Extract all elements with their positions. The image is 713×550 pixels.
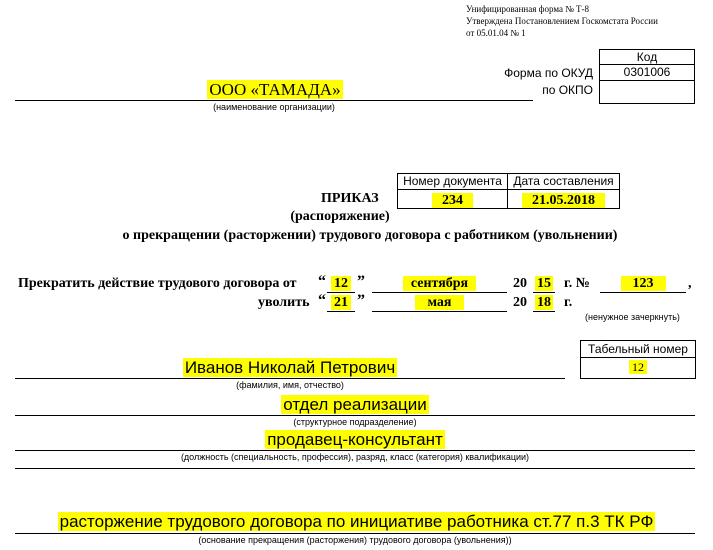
- contract-day-field: [327, 274, 355, 292]
- contract-number: 123: [621, 276, 666, 291]
- doc-number-cell: [397, 189, 508, 209]
- doc-number: 234: [432, 193, 473, 208]
- department-block: [15, 395, 695, 415]
- g-label: г.: [564, 295, 573, 310]
- doc-number-header: Номер документа: [397, 173, 508, 190]
- basis-underline: [15, 533, 695, 534]
- contract-number-underline: [600, 292, 686, 293]
- document-title: ПРИКАЗ: [321, 191, 379, 206]
- department: отдел реализации: [283, 395, 427, 414]
- form-header-line1: Унифицированная форма № Т-8: [466, 4, 590, 14]
- dismiss-month-field: [372, 293, 507, 311]
- position: продавец-консультант: [267, 430, 443, 449]
- termination-text2: уволить: [258, 295, 310, 310]
- contract-month-field: [372, 274, 507, 292]
- contract-number-field: [600, 274, 686, 292]
- employee-name-caption: (фамилия, имя, отчество): [236, 380, 344, 390]
- strike-note: (ненужное зачеркнуть): [585, 312, 680, 322]
- form-header-line2: Утверждена Постановлением Госкомстата России: [466, 16, 658, 26]
- dismiss-month-underline: [372, 311, 507, 312]
- position-caption: (должность (специальность, профессия), разряд, класс (категория) квалификации): [180, 452, 530, 462]
- comma: ,: [688, 276, 692, 291]
- position-underline-2: [15, 468, 695, 469]
- quote-open-2: “: [318, 292, 326, 309]
- year-prefix-1: 20: [513, 276, 527, 291]
- organization-name: ООО «ТАМАДА»: [209, 80, 341, 99]
- okpo-label: по ОКПО: [542, 83, 593, 97]
- doc-date-cell: [507, 189, 620, 209]
- doc-date: 21.05.2018: [522, 193, 605, 208]
- quote-open-1: “: [318, 273, 326, 290]
- basis-text: расторжение трудового договора по инициативе работника ст.77 п.3 ТК РФ: [59, 512, 654, 531]
- tab-number-header: Табельный номер: [580, 340, 696, 358]
- tab-number: 12: [629, 360, 647, 374]
- contract-year-field: [533, 274, 555, 292]
- document-description: о прекращении (расторжении) трудового договора с работником (увольнении): [122, 228, 618, 243]
- termination-text1: Прекратить действие трудового договора от: [18, 276, 297, 291]
- okud-label: Форма по ОКУД: [504, 66, 593, 80]
- contract-day: 12: [331, 276, 351, 291]
- document-subtitle: (распоряжение): [290, 209, 390, 224]
- department-caption: (структурное подразделение): [293, 417, 417, 427]
- form-header: [466, 3, 711, 39]
- dismiss-day: 21: [331, 295, 351, 310]
- contract-year: 15: [537, 276, 551, 291]
- dismiss-day-field: [327, 293, 355, 311]
- employee-name-underline: [15, 378, 565, 379]
- position-underline: [15, 450, 695, 451]
- dismiss-year-underline: [533, 311, 555, 312]
- basis-caption: (основание прекращения (расторжения) трудового договора (увольнения)): [198, 535, 512, 545]
- dismiss-month: мая: [415, 295, 463, 310]
- dismiss-year: 18: [537, 295, 551, 310]
- department-underline: [15, 415, 695, 416]
- doc-date-header: Дата составления: [507, 173, 620, 190]
- position-block: [15, 430, 695, 450]
- code-header-cell: Код: [599, 49, 695, 65]
- year-prefix-2: 20: [513, 295, 527, 310]
- organization-block: [15, 80, 535, 100]
- employee-name-block: [15, 358, 565, 378]
- dismiss-year-field: [533, 293, 555, 311]
- dismiss-day-underline: [327, 311, 355, 312]
- form-header-line3: от 05.01.04 № 1: [466, 28, 526, 38]
- tab-number-cell: [580, 357, 696, 379]
- g-no-label: г. №: [564, 276, 590, 291]
- quote-close-1: ”: [357, 273, 365, 290]
- okpo-value-cell: [599, 80, 695, 104]
- contract-month: сентября: [403, 276, 476, 291]
- okud-value-cell: 0301006: [599, 64, 695, 81]
- employee-name: Иванов Николай Петрович: [184, 358, 396, 377]
- basis-block: [0, 512, 713, 532]
- organization-underline: [15, 100, 533, 101]
- organization-caption: (наименование организации): [213, 102, 335, 112]
- quote-close-2: ”: [357, 292, 365, 309]
